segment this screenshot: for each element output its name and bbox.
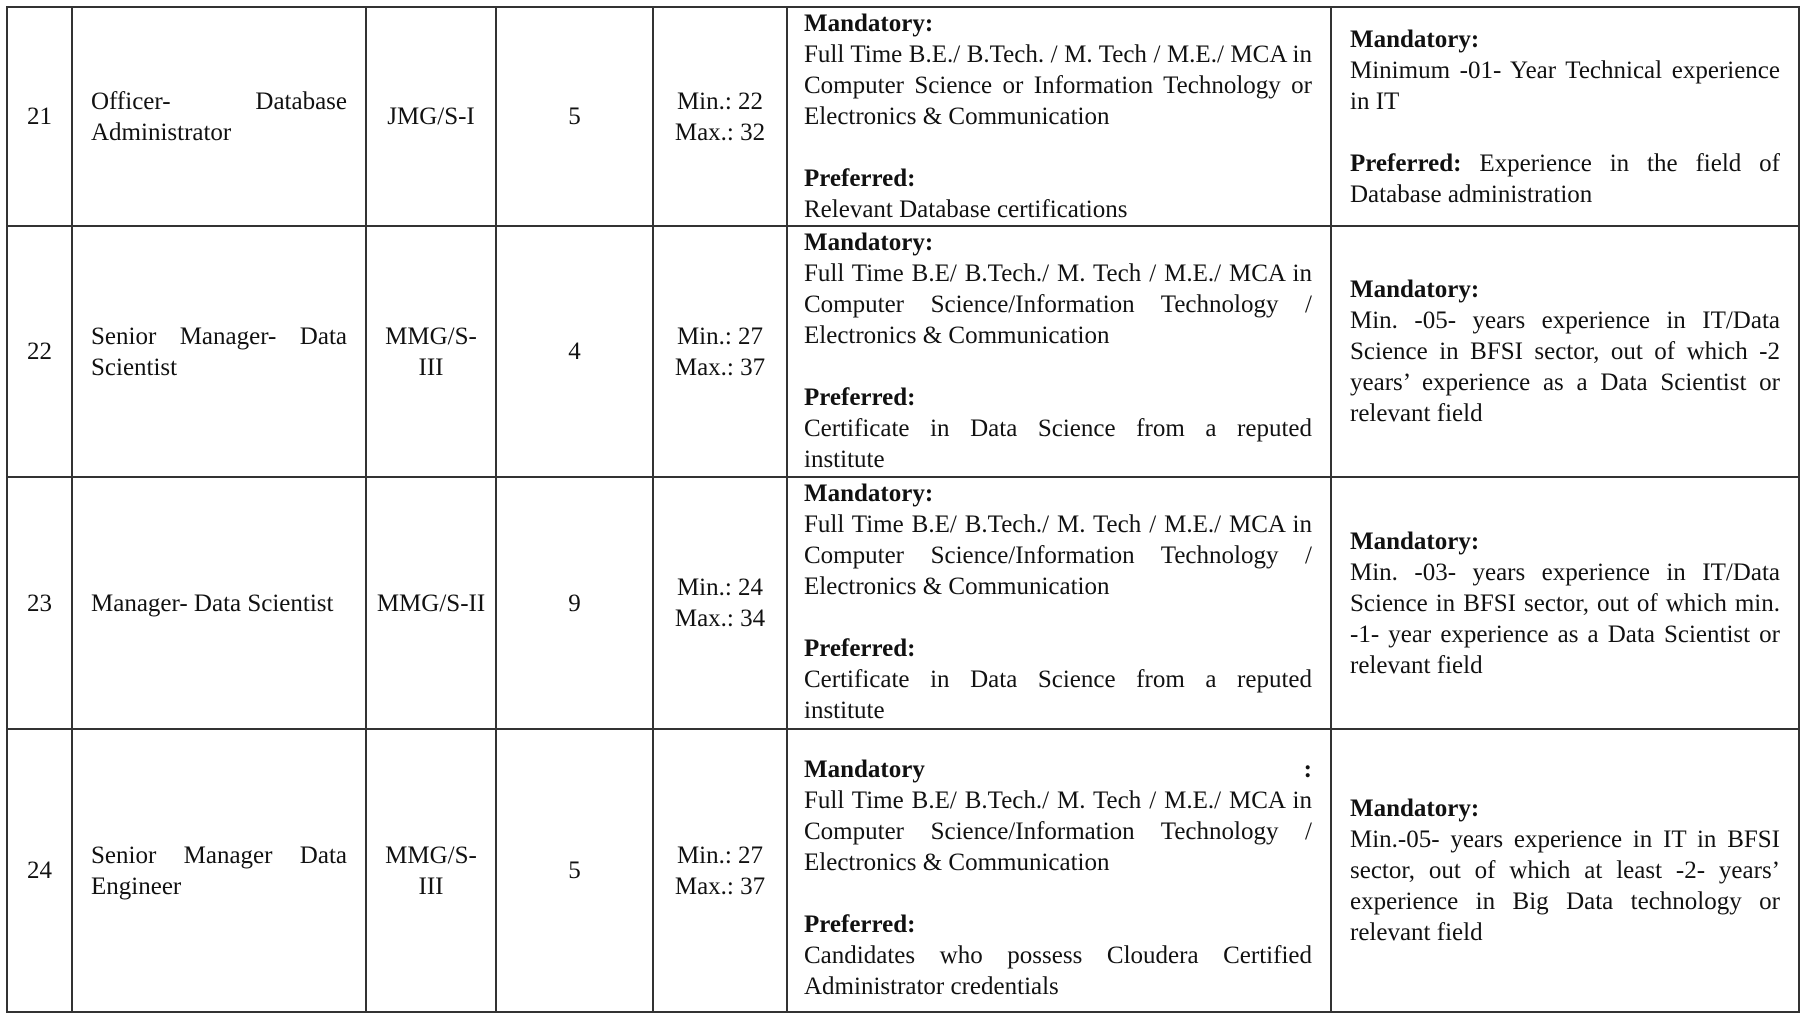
table-row xyxy=(7,477,1799,729)
vacancies: 9 xyxy=(496,477,653,729)
edu-preferred-label: Preferred: xyxy=(804,165,916,192)
serial-number: 21 xyxy=(7,7,72,226)
edu-mandatory-text: Full Time B.E/ B.Tech./ M. Tech / M.E./ MCA in Computer Science/Information Technology / Electronics & Communication xyxy=(804,511,1312,600)
edu-preferred-text: Candidates who possess Cloudera Certified Administrator credentials xyxy=(804,941,1312,1000)
serial-number: 22 xyxy=(7,226,72,477)
age-min: Min.: 27 xyxy=(676,322,764,350)
serial-number: 23 xyxy=(7,477,72,729)
age-max: Max.: 37 xyxy=(674,353,766,381)
edu-mandatory-text: Full Time B.E./ B.Tech. / M. Tech / M.E./ MCA in Computer Science or Information Technology or Electronics & Communication xyxy=(804,41,1312,130)
edu-mandatory-text: Full Time B.E/ B.Tech./ M. Tech / M.E./ MCA in Computer Science/Information Technology / Electronics & Communication xyxy=(804,786,1312,876)
grade-scale: MMG/S-II xyxy=(366,477,496,729)
grade-scale: JMG/S-I xyxy=(366,7,496,226)
age-max: Max.: 37 xyxy=(674,872,766,900)
exp-mandatory-text: Min. -03- years experience in IT/Data Science in BFSI sector, out of which min. -1- year experience as a Data Scientist or relevant field xyxy=(1350,558,1780,679)
age-min: Min.: 22 xyxy=(676,87,764,115)
exp-mandatory-label: Mandatory: xyxy=(1350,527,1480,555)
edu-preferred-label: Preferred: xyxy=(804,910,916,938)
age-max: Max.: 32 xyxy=(674,118,766,146)
experience xyxy=(1331,477,1799,729)
exp-mandatory-label: Mandatory: xyxy=(1350,25,1480,53)
vacancies: 5 xyxy=(496,729,653,1012)
table-row xyxy=(7,729,1799,1012)
exp-preferred: Preferred: Experience in the field of Database administration xyxy=(1350,149,1780,208)
post-name: Manager- Data Scientist xyxy=(72,477,366,729)
age-limit xyxy=(653,226,787,477)
education-qualification xyxy=(787,7,1331,226)
edu-preferred-text: Certificate in Data Science from a reputed institute xyxy=(804,666,1312,724)
table-row xyxy=(7,7,1799,226)
edu-mandatory-label: Mandatory: xyxy=(804,229,934,256)
experience xyxy=(1331,729,1799,1012)
age-min: Min.: 24 xyxy=(676,574,764,601)
exp-mandatory-label: Mandatory: xyxy=(1350,276,1480,303)
experience xyxy=(1331,226,1799,477)
edu-mandatory-label: Mandatory: xyxy=(804,10,934,37)
grade-scale: MMG/S-III xyxy=(366,226,496,477)
age-limit xyxy=(653,729,787,1012)
serial-number: 24 xyxy=(7,729,72,1012)
edu-mandatory-label: Mandatory : xyxy=(804,755,1312,783)
age-limit xyxy=(653,7,787,226)
post-name: Officer- Database Administrator xyxy=(72,7,366,226)
edu-preferred-text: Certificate in Data Science from a reputed institute xyxy=(804,415,1312,473)
edu-preferred-label: Preferred: xyxy=(804,384,916,411)
grade-scale: MMG/S-III xyxy=(366,729,496,1012)
education-qualification xyxy=(787,477,1331,729)
experience xyxy=(1331,7,1799,226)
age-min: Min.: 27 xyxy=(676,841,764,869)
education-qualification xyxy=(787,729,1331,1012)
age-max: Max.: 34 xyxy=(674,605,766,632)
vacancies: 5 xyxy=(496,7,653,226)
edu-mandatory-text: Full Time B.E/ B.Tech./ M. Tech / M.E./ MCA in Computer Science/Information Technology / Electronics & Communication xyxy=(804,260,1312,349)
exp-mandatory-text: Min. -05- years experience in IT/Data Science in BFSI sector, out of which -2 years’ experience as a Data Scientist or relevant field xyxy=(1350,307,1780,427)
post-name: Senior Manager- Data Scientist xyxy=(72,226,366,477)
edu-preferred-text: Relevant Database certifications xyxy=(804,196,1128,223)
edu-mandatory-label: Mandatory: xyxy=(804,480,934,507)
post-name: Senior Manager Data Engineer xyxy=(72,729,366,1012)
age-limit xyxy=(653,477,787,729)
exp-mandatory-text: Minimum -01- Year Technical experience in IT xyxy=(1350,56,1780,115)
vacancies: 4 xyxy=(496,226,653,477)
exp-mandatory-text: Min.-05- years experience in IT in BFSI sector, out of which at least -2- years’ experience in Big Data technology or relevant field xyxy=(1350,826,1780,946)
table-row xyxy=(7,226,1799,477)
recruitment-table xyxy=(6,6,1800,1013)
exp-mandatory-label: Mandatory: xyxy=(1350,795,1480,822)
edu-preferred-label: Preferred: xyxy=(804,635,916,662)
education-qualification xyxy=(787,226,1331,477)
